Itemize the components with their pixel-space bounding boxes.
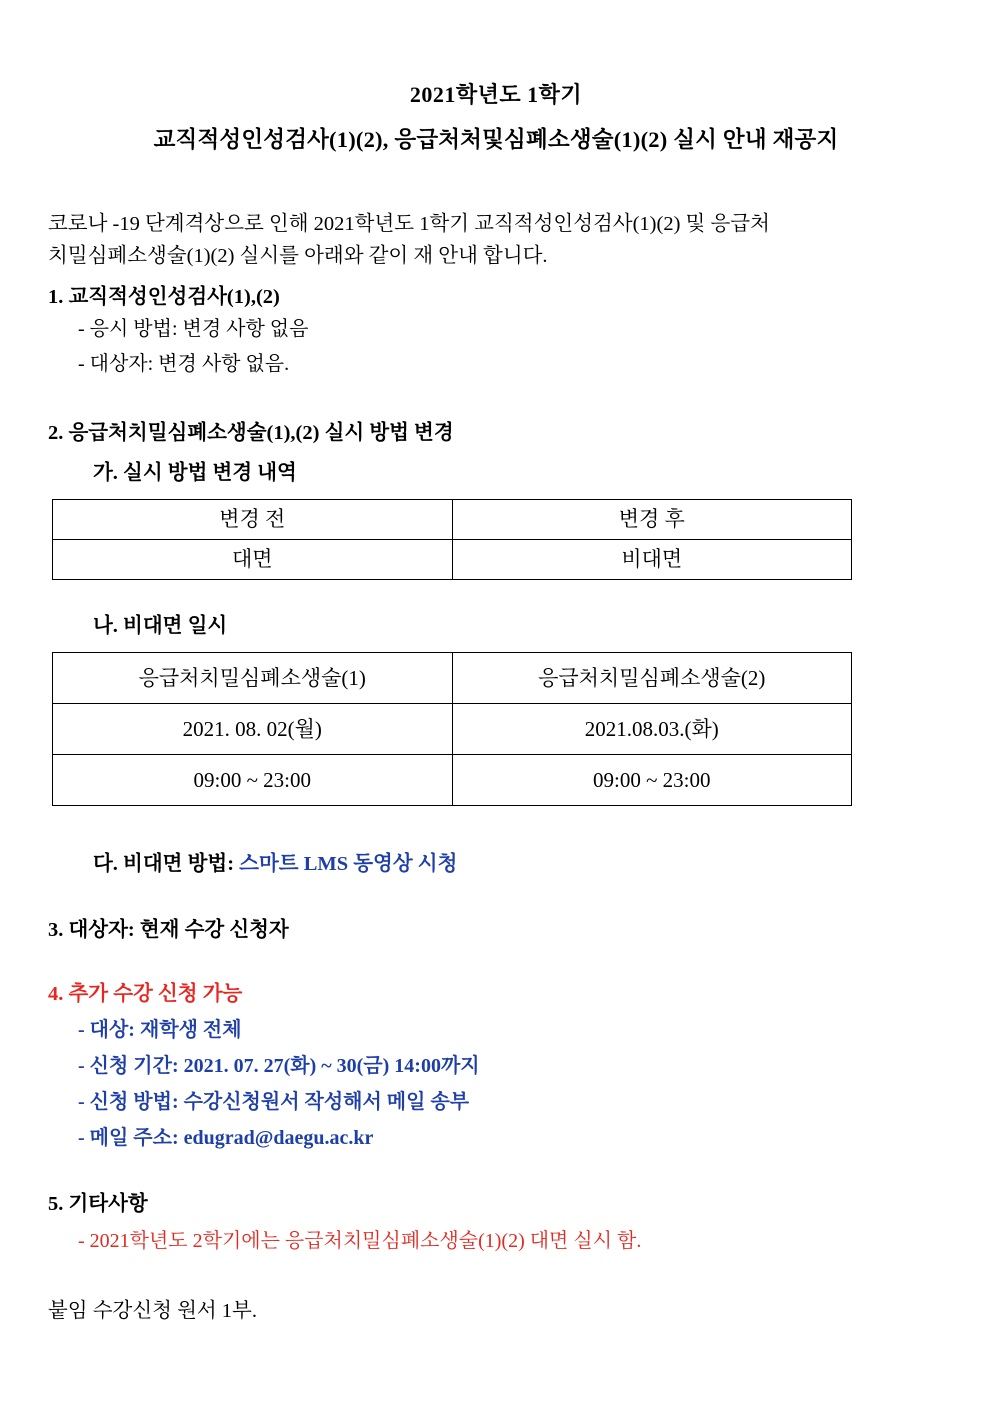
section-2-heading: 2. 응급처치밀심폐소생술(1),(2) 실시 방법 변경 [48,421,454,444]
section-5-heading: 5. 기타사항 [48,1193,148,1216]
table-cell-before-value: 대면 [53,539,453,579]
section-4-bullet-2: - 신청 기간: 2021. 07. 27(화) ~ 30(금) 14:00까지 [78,1055,480,1078]
table-row [53,499,852,539]
table-cell-date-2: 2021.08.03.(화) [452,704,852,755]
table-header-course-1: 응급처치밀심폐소생술(1) [53,653,453,704]
intro-line-2: 치밀심폐소생술(1)(2) 실시를 아래와 같이 재 안내 합니다. [48,244,548,267]
table-change-method [52,499,852,581]
document-title-block [48,78,944,154]
section-2b-heading: 나. 비대면 일시 [93,615,228,638]
table-row [53,755,852,806]
spacer [48,876,944,906]
table-header-after: 변경 후 [452,499,852,539]
spacer [48,580,944,598]
intro-line-1: 코로나 -19 단계격상으로 인해 2021학년도 1학기 교직적성인성검사(1)(2) 및 응급처 [48,213,770,235]
section-5-bullet-1: - 2021학년도 2학기에는 응급처치밀심폐소생술(1)(2) 대면 실시 함. [78,1230,642,1253]
table-cell-after-value: 비대면 [452,539,852,579]
table-online-schedule [52,652,852,806]
intro-paragraph [48,209,944,273]
section-4-bullet-1: - 대상: 재학생 전체 [78,1019,242,1042]
table-header-before: 변경 전 [53,499,453,539]
section-2a-heading: 가. 실시 방법 변경 내역 [93,461,297,484]
table-cell-date-1: 2021. 08. 02(월) [53,704,453,755]
section-3-heading: 3. 대상자: 현재 수강 신청자 [48,919,289,942]
table-cell-time-1: 09:00 ~ 23:00 [53,755,453,806]
table-header-course-2: 응급처치밀심폐소생술(2) [452,653,852,704]
section-1-bullet-1: - 응시 방법: 변경 사항 없음 [78,317,309,340]
section-4-bullet-3: - 신청 방법: 수강신청원서 작성해서 메일 송부 [78,1091,470,1114]
spacer [48,379,944,409]
section-1-bullet-2: - 대상자: 변경 사항 없음. [78,352,290,375]
section-4-bullet-4-email[interactable]: - 메일 주소: edugrad@daegu.ac.kr [78,1127,374,1150]
section-2c-label: 다. 비대면 방법: [93,853,240,876]
page-title-line-1: 2021학년도 1학기 [409,82,583,107]
section-4-heading: 4. 추가 수강 신청 가능 [48,983,243,1006]
table-row [53,653,852,704]
table-cell-time-2: 09:00 ~ 23:00 [452,755,852,806]
attachment-note: 붙임 수강신청 원서 1부. [48,1300,257,1323]
spacer [48,806,944,836]
page-title-line-2: 교직적성인성검사(1)(2), 응급처처및심폐소생술(1)(2) 실시 안내 재공지 [153,127,839,152]
section-2c-row [93,846,944,876]
table-row [53,704,852,755]
section-2c-value: 스마트 LMS 동영상 시청 [239,853,458,876]
spacer [48,1150,944,1180]
section-1-heading: 1. 교직적성인성검사(1),(2) [48,285,280,308]
spacer [48,942,944,972]
table-row [53,539,852,579]
